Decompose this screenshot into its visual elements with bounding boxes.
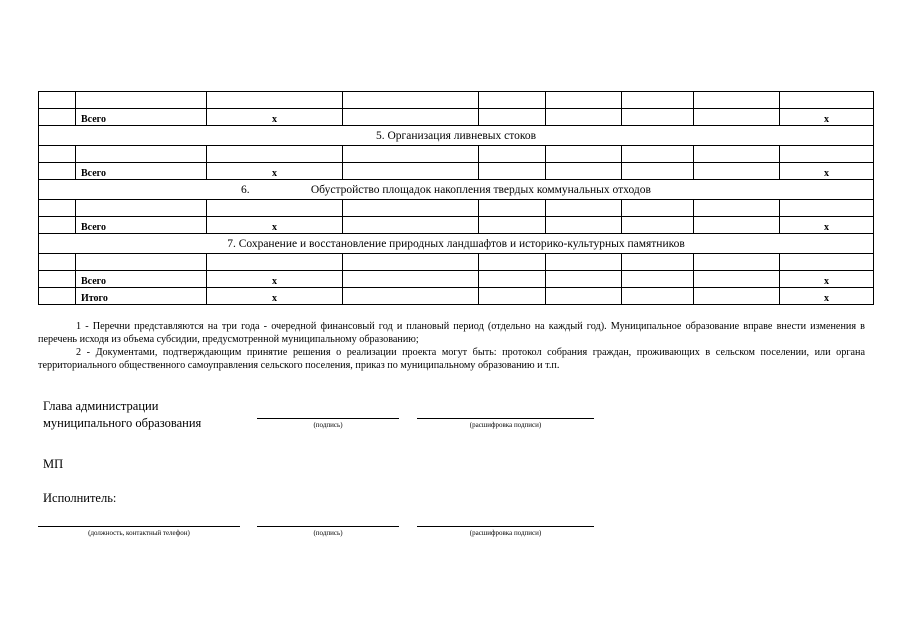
x-mark: x xyxy=(780,163,874,180)
table-cell xyxy=(76,254,207,271)
head-title-line1: Глава администрации xyxy=(43,399,159,413)
row-label: Итого xyxy=(76,288,207,305)
x-mark: x xyxy=(780,288,874,305)
x-mark: x xyxy=(207,163,343,180)
row-label: Всего xyxy=(76,217,207,234)
table-cell xyxy=(39,163,76,180)
table-cell xyxy=(343,288,479,305)
section-heading xyxy=(39,234,874,254)
executor-position-line[interactable] xyxy=(38,526,240,527)
table-cell xyxy=(343,163,479,180)
head-title xyxy=(43,398,201,432)
section-title: Сохранение и восстановление природных ландшафтов и историко-культурных памятников xyxy=(238,237,685,250)
table-cell xyxy=(622,200,694,217)
empty-row xyxy=(39,254,874,271)
table-cell xyxy=(546,146,622,163)
table-cell xyxy=(546,200,622,217)
table-cell xyxy=(39,217,76,234)
x-mark: x xyxy=(207,271,343,288)
table-cell xyxy=(622,163,694,180)
table-cell xyxy=(343,146,479,163)
table-cell xyxy=(622,254,694,271)
table-cell xyxy=(343,254,479,271)
x-mark: x xyxy=(207,288,343,305)
table-cell xyxy=(479,271,546,288)
head-sign-line[interactable] xyxy=(257,418,399,419)
section-row xyxy=(39,126,874,146)
table-cell xyxy=(546,217,622,234)
row-label: Всего xyxy=(76,163,207,180)
table-cell xyxy=(546,254,622,271)
empty-row xyxy=(39,200,874,217)
x-mark: x xyxy=(207,109,343,126)
table-cell xyxy=(546,109,622,126)
footnote-1: 1 - Перечни представляются на три года - очередной финансовый год и плановый период (отдельно на каждый год). Муниципальное образование вправе внести изменения в перечень исходя из объема субсидии, предусмотренной муниципальному образованию; xyxy=(38,321,865,345)
head-sign-caption: (подпись) xyxy=(313,421,343,429)
table-cell xyxy=(343,200,479,217)
x-mark: x xyxy=(207,217,343,234)
table-cell xyxy=(479,217,546,234)
table-cell xyxy=(39,200,76,217)
table-cell xyxy=(622,288,694,305)
table-cell xyxy=(39,92,76,109)
subsidy-table xyxy=(38,91,874,305)
table-cell xyxy=(622,217,694,234)
executor-decode-caption: (расшифровка подписи) xyxy=(469,529,542,537)
head-title-line2: муниципального образования xyxy=(43,416,202,430)
section-row xyxy=(39,180,874,200)
executor-sign-line[interactable] xyxy=(257,526,399,527)
table-cell xyxy=(479,92,546,109)
table-cell xyxy=(479,146,546,163)
footnote-2: 2 - Документами, подтверждающим принятие решения о реализации проекта могут быть: протокол собрания граждан, проживающих в сельском поселении, или органа территориального общественного самоуправления сельского поселения, приказ по муниципальному образованию и т.п. xyxy=(38,347,865,371)
head-decode-caption: (расшифровка подписи) xyxy=(469,421,542,429)
head-decode-line[interactable] xyxy=(417,418,594,419)
table-cell xyxy=(207,92,343,109)
table-cell xyxy=(694,92,780,109)
x-mark: x xyxy=(780,271,874,288)
row-label: Всего xyxy=(76,271,207,288)
table-cell xyxy=(780,254,874,271)
table-cell xyxy=(39,109,76,126)
executor-position-caption: (должность, контактный телефон) xyxy=(88,529,190,537)
table-cell xyxy=(694,271,780,288)
table-cell xyxy=(207,146,343,163)
total-row xyxy=(39,217,874,234)
table-cell xyxy=(546,92,622,109)
table-cell xyxy=(39,271,76,288)
table-cell xyxy=(546,288,622,305)
table-cell xyxy=(694,109,780,126)
section-heading xyxy=(39,126,874,146)
table-cell xyxy=(39,254,76,271)
x-mark: x xyxy=(780,109,874,126)
table-body xyxy=(39,92,874,305)
table-cell xyxy=(694,288,780,305)
table-cell xyxy=(622,271,694,288)
table-cell xyxy=(694,163,780,180)
table-cell xyxy=(39,288,76,305)
table-cell xyxy=(546,163,622,180)
table-cell xyxy=(479,254,546,271)
total-row xyxy=(39,271,874,288)
total-row xyxy=(39,288,874,305)
empty-row xyxy=(39,92,874,109)
table-cell xyxy=(76,146,207,163)
table-cell xyxy=(76,92,207,109)
table-cell xyxy=(694,146,780,163)
empty-row xyxy=(39,146,874,163)
table-cell xyxy=(343,217,479,234)
section-heading xyxy=(39,180,874,200)
table-cell xyxy=(343,92,479,109)
stamp-place: МП xyxy=(43,457,64,471)
table-cell xyxy=(546,271,622,288)
table-cell xyxy=(694,217,780,234)
table-cell xyxy=(694,200,780,217)
x-mark: x xyxy=(780,217,874,234)
section-number: 6. xyxy=(241,183,250,196)
table-cell xyxy=(343,109,479,126)
section-title: Обустройство площадок накопления твердых коммунальных отходов xyxy=(310,183,651,196)
table-cell xyxy=(622,146,694,163)
table-cell xyxy=(479,163,546,180)
section-number: 5. xyxy=(375,129,385,142)
table-cell xyxy=(694,254,780,271)
table-cell xyxy=(207,200,343,217)
table-cell xyxy=(780,146,874,163)
table-cell xyxy=(479,200,546,217)
table-cell xyxy=(76,200,207,217)
table-cell xyxy=(780,200,874,217)
table-cell xyxy=(479,288,546,305)
total-row xyxy=(39,163,874,180)
table-cell xyxy=(622,109,694,126)
total-row xyxy=(39,109,874,126)
executor-label: Исполнитель: xyxy=(43,491,117,505)
table-cell xyxy=(479,109,546,126)
table-cell xyxy=(343,271,479,288)
section-number: 7. xyxy=(227,237,236,250)
executor-sign-caption: (подпись) xyxy=(313,529,343,537)
footnotes xyxy=(38,320,865,372)
table-cell xyxy=(780,92,874,109)
section-title: Организация ливневых стоков xyxy=(387,129,537,142)
executor-decode-line[interactable] xyxy=(417,526,594,527)
table-cell xyxy=(622,92,694,109)
table-cell xyxy=(207,254,343,271)
table-cell xyxy=(39,146,76,163)
section-row xyxy=(39,234,874,254)
row-label: Всего xyxy=(76,109,207,126)
